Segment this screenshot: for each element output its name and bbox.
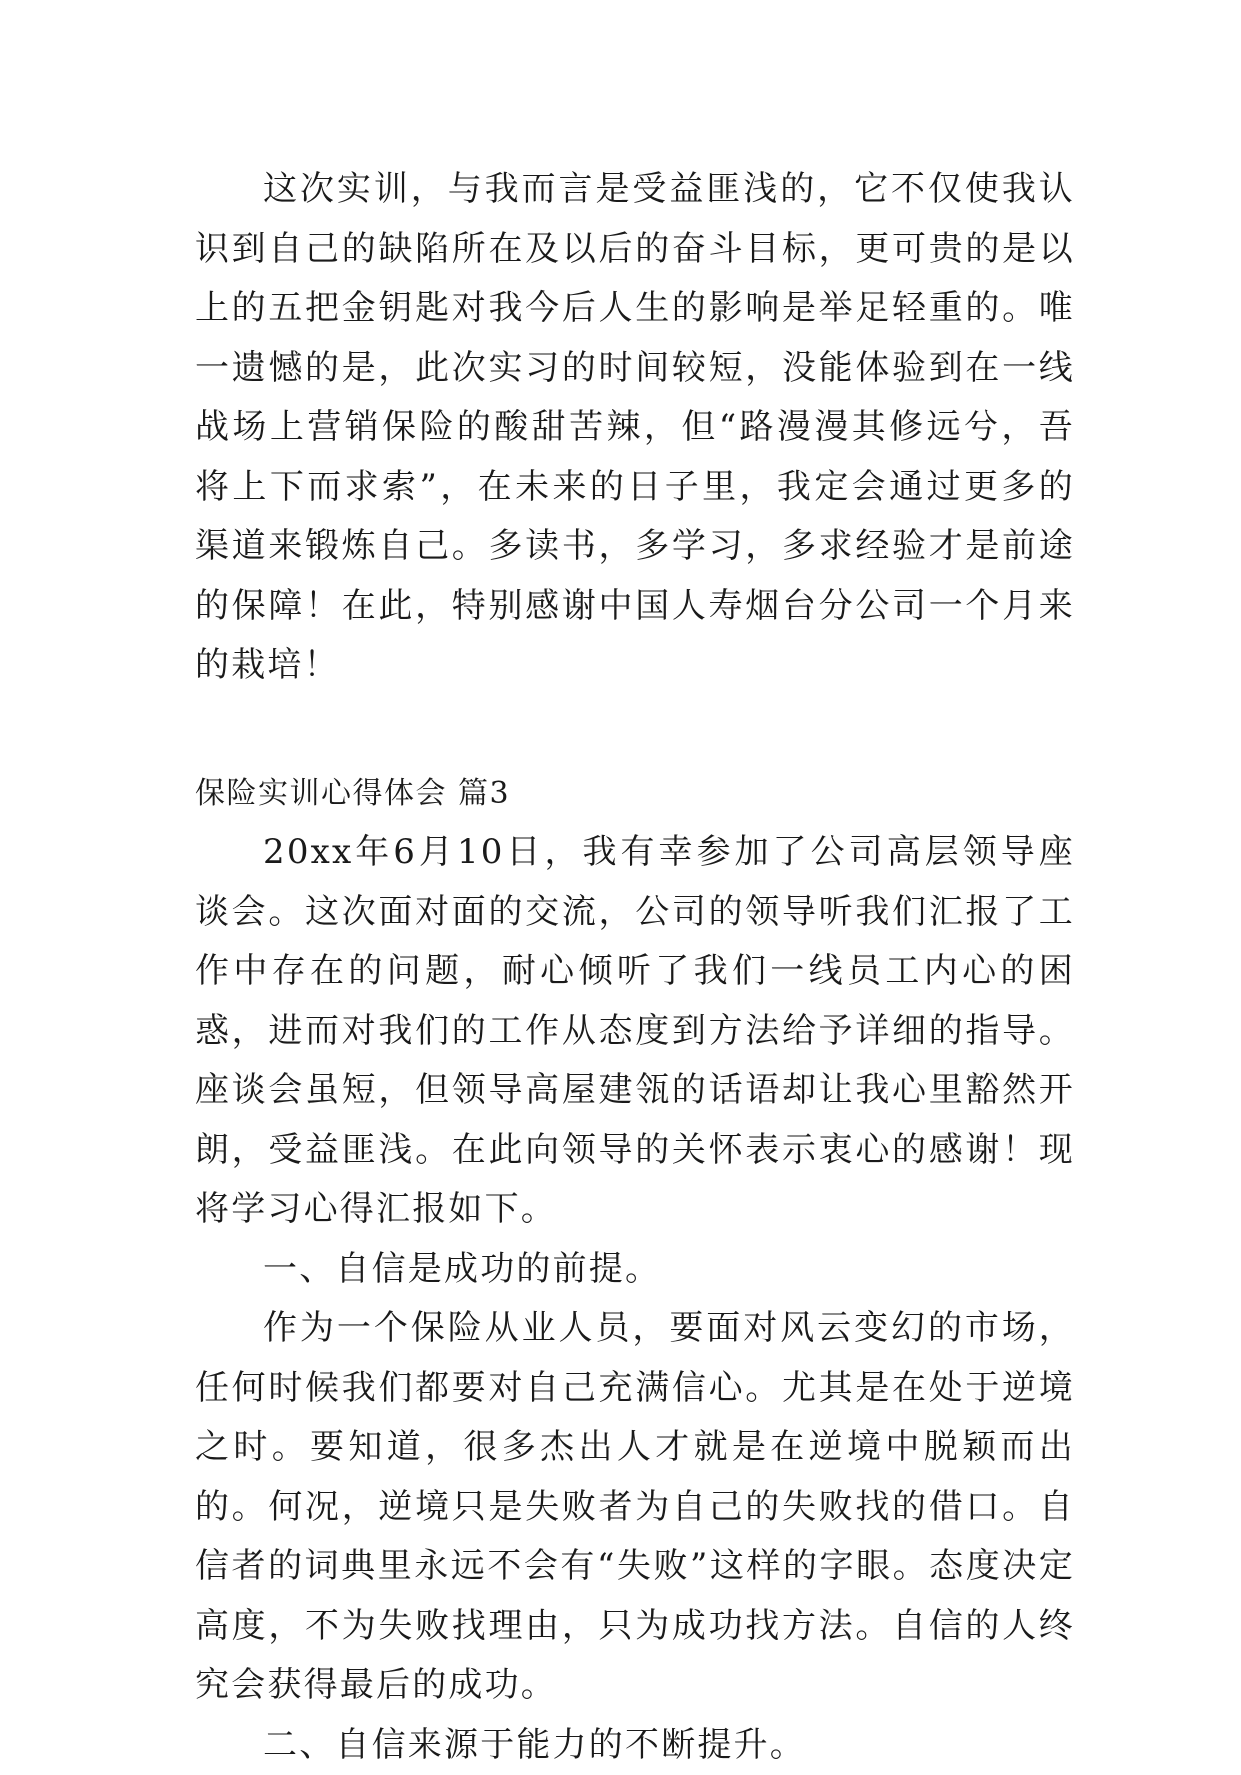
paragraph-confidence: 作为一个保险从业人员，要面对风云变幻的市场，任何时候我们都要对自己充满信心。尤其是在处于逆境之时。要知道，很多杰出人才就是在逆境中脱颖而出的。何况，逆境只是失败者为自己的失败找的借口。自信者的词典里永远不会有“失败”这样的字眼。态度决定高度，不为失败找理由，只为成功找方法。自信的人终究会获得最后的成功。 (195, 1299, 1075, 1716)
paragraph-seminar: 20xx年6月10日，我有幸参加了公司高层领导座谈会。这次面对面的交流，公司的领导听我们汇报了工作中存在的问题，耐心倾听了我们一线员工内心的困惑，进而对我们的工作从态度到方法给予详细的指导。座谈会虽短，但领导高屋建瓴的话语却让我心里豁然开朗，受益匪浅。在此向领导的关怀表示衷心的感谢！现将学习心得汇报如下。 (195, 823, 1075, 1240)
point-heading-1: 一、自信是成功的前提。 (195, 1240, 1075, 1300)
document-body (195, 160, 1075, 1775)
section-heading: 保险实训心得体会 篇3 (195, 764, 1075, 824)
point-heading-2: 二、自信来源于能力的不断提升。 (195, 1716, 1075, 1775)
paragraph-training-reflection: 这次实训，与我而言是受益匪浅的，它不仅使我认识到自己的缺陷所在及以后的奋斗目标，更可贵的是以上的五把金钥匙对我今后人生的影响是举足轻重的。唯一遗憾的是，此次实习的时间较短，没能体验到在一线战场上营销保险的酸甜苦辣，但“路漫漫其修远兮，吾将上下而求索”，在未来的日子里，我定会通过更多的渠道来锻炼自己。多读书，多学习，多求经验才是前途的保障！在此，特别感谢中国人寿烟台分公司一个月来的栽培！ (195, 160, 1075, 696)
